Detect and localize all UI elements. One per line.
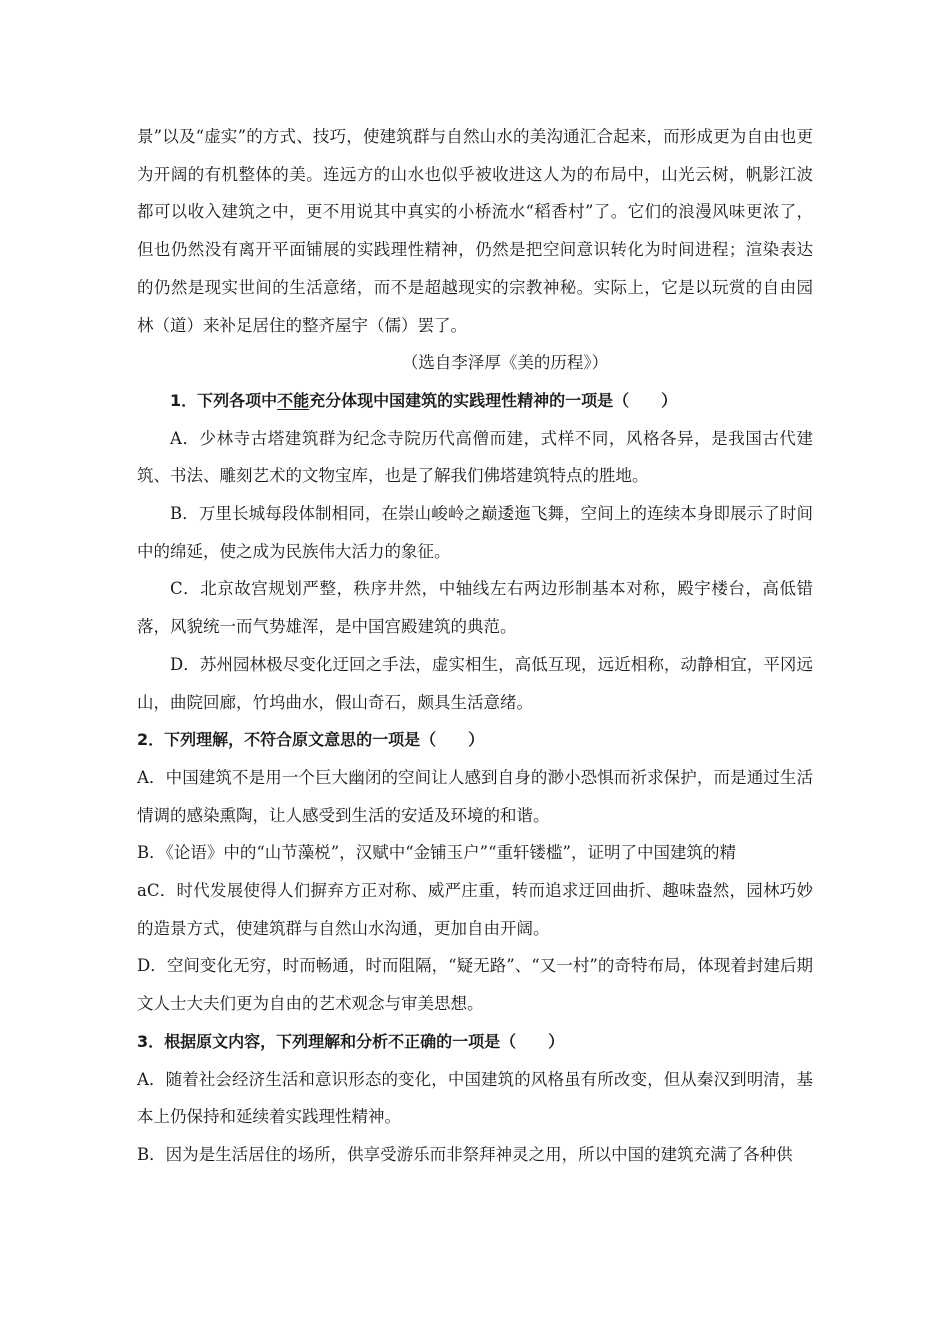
- question-1-option-a: A．少林寺古塔建筑群为纪念寺院历代高僧而建，式样不同，风格各异，是我国古代建筑、书法、雕刻艺术的文物宝库，也是了解我们佛塔建筑特点的胜地。: [137, 428, 813, 486]
- question-3-option-b: B．因为是生活居住的场所，供享受游乐而非祭拜神灵之用，所以中国的建筑充满了各种供: [137, 1144, 793, 1164]
- question-1-title-emphasis: 不能: [277, 390, 310, 410]
- question-3-option-a: A．随着社会经济生活和意识形态的变化，中国建筑的风格虽有所改变，但从秦汉到明清，基本上仍保持和延续着实践理性精神。: [137, 1069, 813, 1127]
- passage-paragraph: 景”以及“虚实”的方式、技巧，使建筑群与自然山水的美沟通汇合起来，而形成更为自由也更为开阔的有机整体的美。连远方的山水也似乎被收进这人为的布局中，山光云树，帆影江波都可以收入建筑之中，更不用说其中真实的小桥流水“稻香村”了。它们的浪漫风味更浓了，但也仍然没有离开平面铺展的实践理性精神，仍然是把空间意识转化为时间进程；渲染表达的仍然是现实世间的生活意绪，而不是超越现实的宗教神秘。实际上，它是以玩赏的自由园林（道）来补足居住的整齐屋宇（儒）罢了。: [137, 127, 813, 335]
- question-2-option-a: A．中国建筑不是用一个巨大幽闭的空间让人感到自身的渺小恐惧而祈求保护，而是通过生活情调的感染熏陶，让人感受到生活的安适及环境的和谐。: [137, 767, 813, 825]
- question-2-option-b: B．《论语》中的“山节藻棁”，汉赋中“金铺玉户”“重轩镂槛”，证明了中国建筑的精: [137, 843, 736, 863]
- question-1-title-pre: 1．下列各项中: [170, 390, 278, 410]
- document-page: [137, 118, 813, 1174]
- question-1-option-b: B．万里长城每段体制相同，在崇山峻岭之巅逶迤飞舞，空间上的连续本身即展示了时间中的绵延，使之成为民族伟大活力的象征。: [137, 504, 813, 561]
- question-1-title: [137, 382, 813, 420]
- question-2-option-d: D．空间变化无穷，时而畅通，时而阻隔，“疑无路”、“又一村”的奇特布局，体现着封建后期文人士大夫们更为自由的艺术观念与审美思想。: [137, 956, 813, 1014]
- question-1-option-d: D．苏州园林极尽变化迂回之手法，虚实相生，高低互现，远近相称，动静相宜，平冈远山，曲院回廊，竹坞曲水，假山奇石，颇具生活意绪。: [137, 654, 813, 712]
- question-2-option-c: aC．时代发展使得人们摒弃方正对称、威严庄重，转而追求迂回曲折、趣味盎然，园林巧妙的造景方式，使建筑群与自然山水沟通，更加自由开阔。: [137, 881, 813, 938]
- question-3-title: 3．根据原文内容，下列理解和分析不正确的一项是（ ）: [137, 1031, 565, 1051]
- question-2-title: 2．下列理解，不符合原文意思的一项是（ ）: [137, 730, 485, 750]
- passage-source: （选自李泽厚《美的历程》）: [401, 353, 609, 373]
- question-1-option-c: C．北京故宫规划严整，秩序井然，中轴线左右两边形制基本对称，殿宇楼台，高低错落，风貌统一而气势雄浑，是中国宫殿建筑的典范。: [137, 579, 813, 637]
- question-1-title-post: 充分体现中国建筑的实践理性精神的一项是（ ）: [309, 390, 678, 410]
